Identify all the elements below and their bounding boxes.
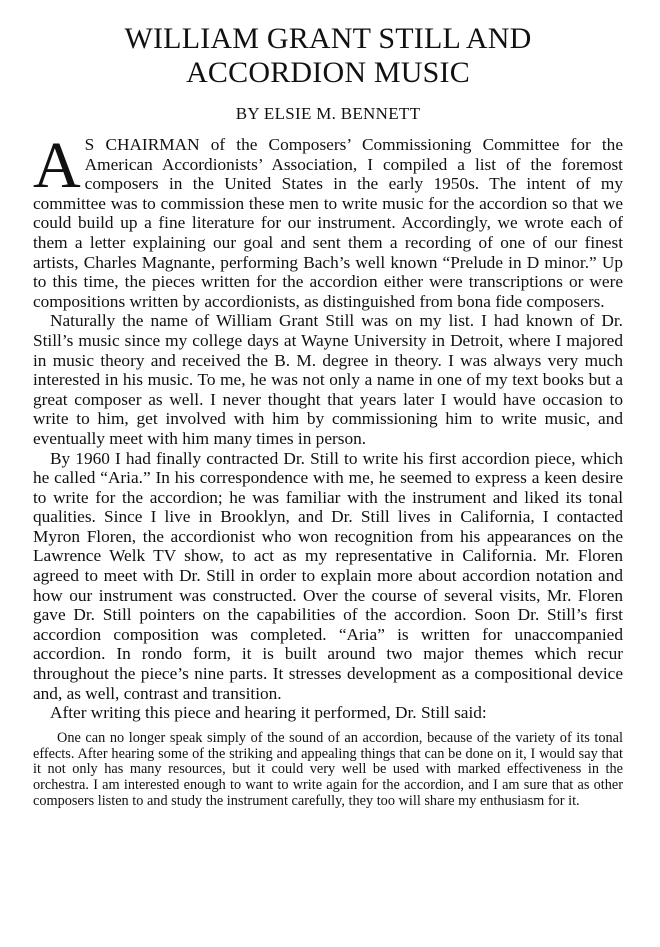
article-page — [33, 0, 623, 810]
article-body — [33, 129, 623, 723]
paragraph-1-text: S CHAIRMAN of the Composers’ Commissioning Committee for the American Accordionists’ Association, I compiled a list of the foremost composers in the United States in the early 1950s. The intent of my committee was to commission these men to write music for the accordion so that we could build up a fine literature for our instrument. Accordingly, we wrote each of them a letter explaining our goal and sent them a recording of one of our finest artists, Charles Magnante, performing Bach’s well known “Prelude in D minor.” Up to this time, the pieces written for the accordion either were transcriptions or were compositions written by accordionists, as distinguished from bona fide composers. — [33, 135, 623, 311]
paragraph-2: Naturally the name of William Grant Still was on my list. I had known of Dr. Still’s music since my college days at Wayne University in Detroit, where I majored in music theory and received the B. M. degree in theory. I was always very much interested in his music. To me, he was not only a name in one of my text books but a great composer as well. I never thought that years later I would have occasion to write to him, get involved with him by commissioning him to write music, and eventually meet with him many times in person. — [33, 311, 623, 448]
block-quote — [33, 731, 623, 810]
author-byline: BY ELSIE M. BENNETT — [235, 104, 421, 123]
article-title — [33, 22, 623, 90]
drop-cap: A — [33, 129, 81, 202]
paragraph-4: After writing this piece and hearing it performed, Dr. Still said: — [50, 703, 487, 723]
paragraph-3: By 1960 I had finally contracted Dr. Still to write his first accordion piece, which he called “Aria.” In his correspondence with me, he seemed to express a keen desire to write for the accordion; he was familiar with the instrument and liked its tonal qualities. Since I live in Brooklyn, and Dr. Still lives in California, I contacted Myron Floren, the accordionist who won recognition from his appearances on the Lawrence Welk TV show, to act as my representative in California. Mr. Floren agreed to meet with Dr. Still in order to explain more about accordion notation and how our instrument was constructed. Over the course of several visits, Mr. Floren gave Dr. Still pointers on the capabilities of the accordion. Soon Dr. Still’s first accordion composition was completed. “Aria” is written for unaccompanied accordion. In rondo form, it is built around two major themes which recur throughout the piece’s nine parts. It stresses development as a compositional device and, as well, contrast and transition. — [33, 448, 623, 703]
title-line-2: ACCORDION MUSIC — [186, 56, 470, 89]
title-line-1: WILLIAM GRANT STILL AND — [124, 22, 532, 55]
paragraph-1 — [33, 129, 623, 311]
block-quote-text: One can no longer speak simply of the sound of an accordion, because of the variety of its tonal effects. After hearing some of the striking and appealing things that can be done on it, I would say that it not only has many resources, but it could very well be used with marked effectiveness in the orchestra. I am interested enough to want to write again for the accordion, and I am sure that as other composers listen to and study the instrument carefully, they too will share my enthusiasm for it. — [33, 729, 623, 809]
